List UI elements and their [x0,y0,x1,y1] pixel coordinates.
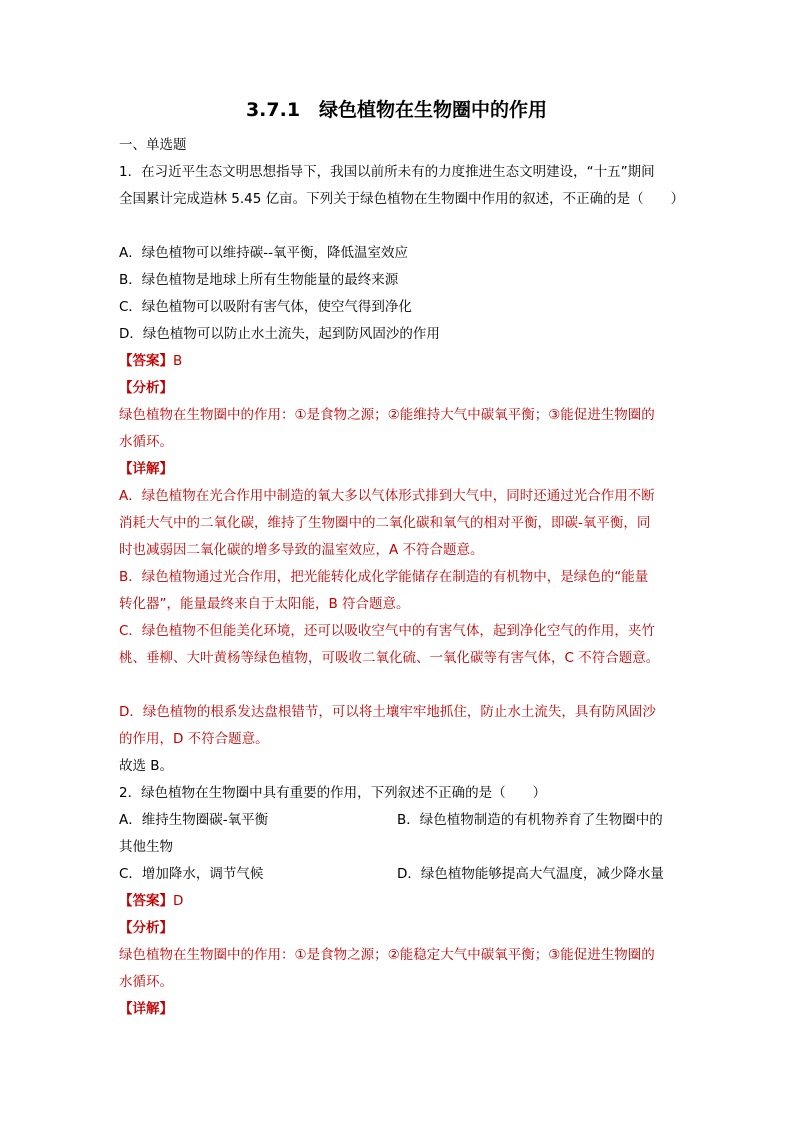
q2-answer-value: D [173,893,184,909]
q1-analysis-line-1: 绿色植物在生物圈中的作用：①是食物之源；②能维持大气中碳氧平衡；③能促进生物圈的 [119,407,655,423]
q2-option-b-line-2: 其他生物 [119,839,173,855]
q1-detail-line: D．绿色植物的根系发达盘根错节，可以将土壤牢牢地抓住，防止水土流失，具有防风固沙 [119,704,656,720]
q2-stem: 2．绿色植物在生物圈中具有重要的作用，下列叙述不正确的是（ ） [119,785,547,801]
q1-detail-line: 桃、垂柳、大叶黄杨等绿色植物，可吸收二氧化硫、一氧化碳等有害气体，C 不符合题意。 [119,650,660,666]
q1-stem-line-1: 1．在习近平生态文明思想指导下，我国以前所未有的力度推进生态文明建设，“十五”期间 [119,164,655,180]
q1-detail-line: 消耗大气中的二氧化碳，维持了生物圈中的二氧化碳和氧气的相对平衡，即碳-氧平衡，同 [119,515,651,531]
q1-option-d: D．绿色植物可以防止水土流失，起到防风固沙的作用 [119,326,440,342]
q1-answer [119,351,182,371]
q1-answer-value: B [173,353,183,369]
q1-detail-line: 的作用，D 不符合题意。 [119,731,269,747]
q2-analysis-tag: 【分析】 [119,920,173,936]
q1-answer-tag: 【答案】 [119,353,173,369]
q2-option-d: D．绿色植物能够提高大气温度，减少降水量 [397,866,664,882]
q1-option-a: A．绿色植物可以维持碳--氧平衡，降低温室效应 [119,245,408,261]
q2-analysis-line-2: 水循环。 [119,974,173,990]
q1-detail-line: A．绿色植物在光合作用中制造的氧大多以气体形式排到大气中，同时还通过光合作用不断 [119,488,655,504]
q1-stem-line-2: 全国累计完成造林 5.45 亿亩。下列关于绿色植物在生物圈中作用的叙述，不正确的是（ ） [119,191,685,207]
q2-answer [119,891,183,911]
q1-detail-line: B．绿色植物通过光合作用，把光能转化成化学能储存在制造的有机物中，是绿色的“能量 [119,569,649,585]
q2-option-b-line-1: B．绿色植物制造的有机物养育了生物圈中的 [397,812,663,828]
q2-option-c: C．增加降水，调节气候 [119,866,264,882]
q1-detail-line: C．绿色植物不但能美化环境，还可以吸收空气中的有害气体，起到净化空气的作用，夹竹 [119,623,655,639]
page-title: 3.7.1 绿色植物在生物圈中的作用 [245,99,548,121]
q1-detail-tag: 【详解】 [119,461,173,477]
q2-option-a: A．维持生物圈碳-氧平衡 [119,812,269,828]
q2-answer-tag: 【答案】 [119,893,173,909]
section-heading: 一、单选题 [119,137,187,153]
q1-detail-line: 转化器”，能量最终来自于太阳能，B 符合题意。 [119,596,410,612]
q1-option-c: C．绿色植物可以吸附有害气体，使空气得到净化 [119,299,412,315]
q2-analysis-line-1: 绿色植物在生物圈中的作用：①是食物之源；②能稳定大气中碳氧平衡；③能促进生物圈的 [119,947,655,963]
q1-option-b: B．绿色植物是地球上所有生物能量的最终来源 [119,272,399,288]
q1-analysis-line-2: 水循环。 [119,434,173,450]
q1-analysis-tag: 【分析】 [119,380,173,396]
q1-conclusion: 故选 B。 [119,758,174,774]
q2-detail-tag: 【详解】 [119,1001,173,1017]
q1-detail-line: 时也减弱因二氧化碳的增多导致的温室效应，A 不符合题意。 [119,542,484,558]
